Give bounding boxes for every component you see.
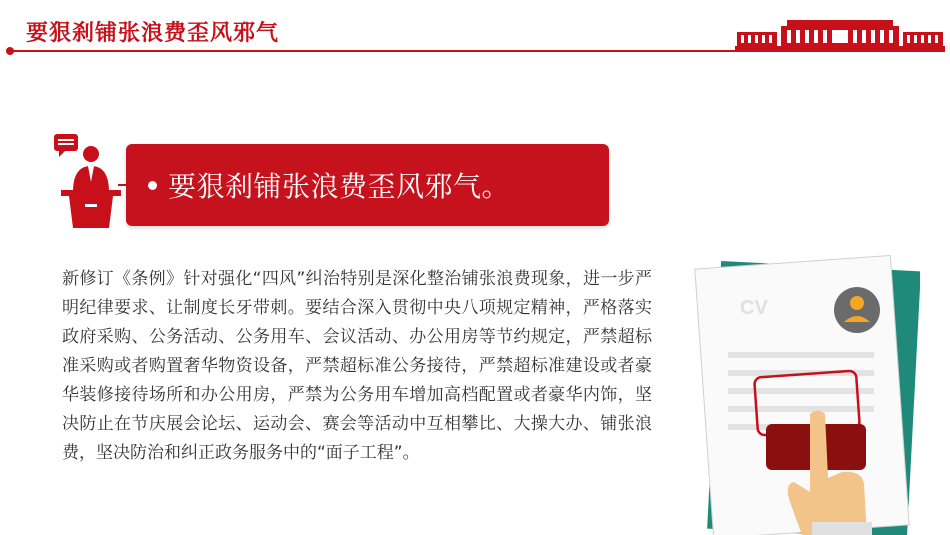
government-building-icon [735,20,945,53]
page-title: 要狠刹铺张浪费歪风邪气 [26,21,280,46]
cv-label: CV [740,297,768,319]
avatar-icon [834,287,880,333]
speaker-podium-icon [53,132,125,230]
banner-heading: 要狠刹铺张浪费歪风邪气。 [168,170,511,203]
banner-bullet [148,181,157,190]
cv-document-illustration [692,252,920,535]
body-paragraph: 新修订《条例》针对强化“四风”纠治特别是深化整治铺张浪费现象，进一步严明纪律要求、让制度长牙带刺。要结合深入贯彻中央八项规定精神，严格落实政府采购、公务活动、公务用车、会议活动、办公用房等节约规定，严禁超标准采购或者购置奢华物资设备，严禁超标准公务接待，严禁超标准建设或者豪华装修接待场所和办公用房，严禁为公务用车增加高档配置或者豪华内饰，坚决防止在节庆展会论坛、运动会、赛会等活动中互相攀比、大操大办、铺张浪费，坚决防治和纠正政务服务中的“面子工程”。 [62,269,652,463]
section-banner [126,144,609,226]
